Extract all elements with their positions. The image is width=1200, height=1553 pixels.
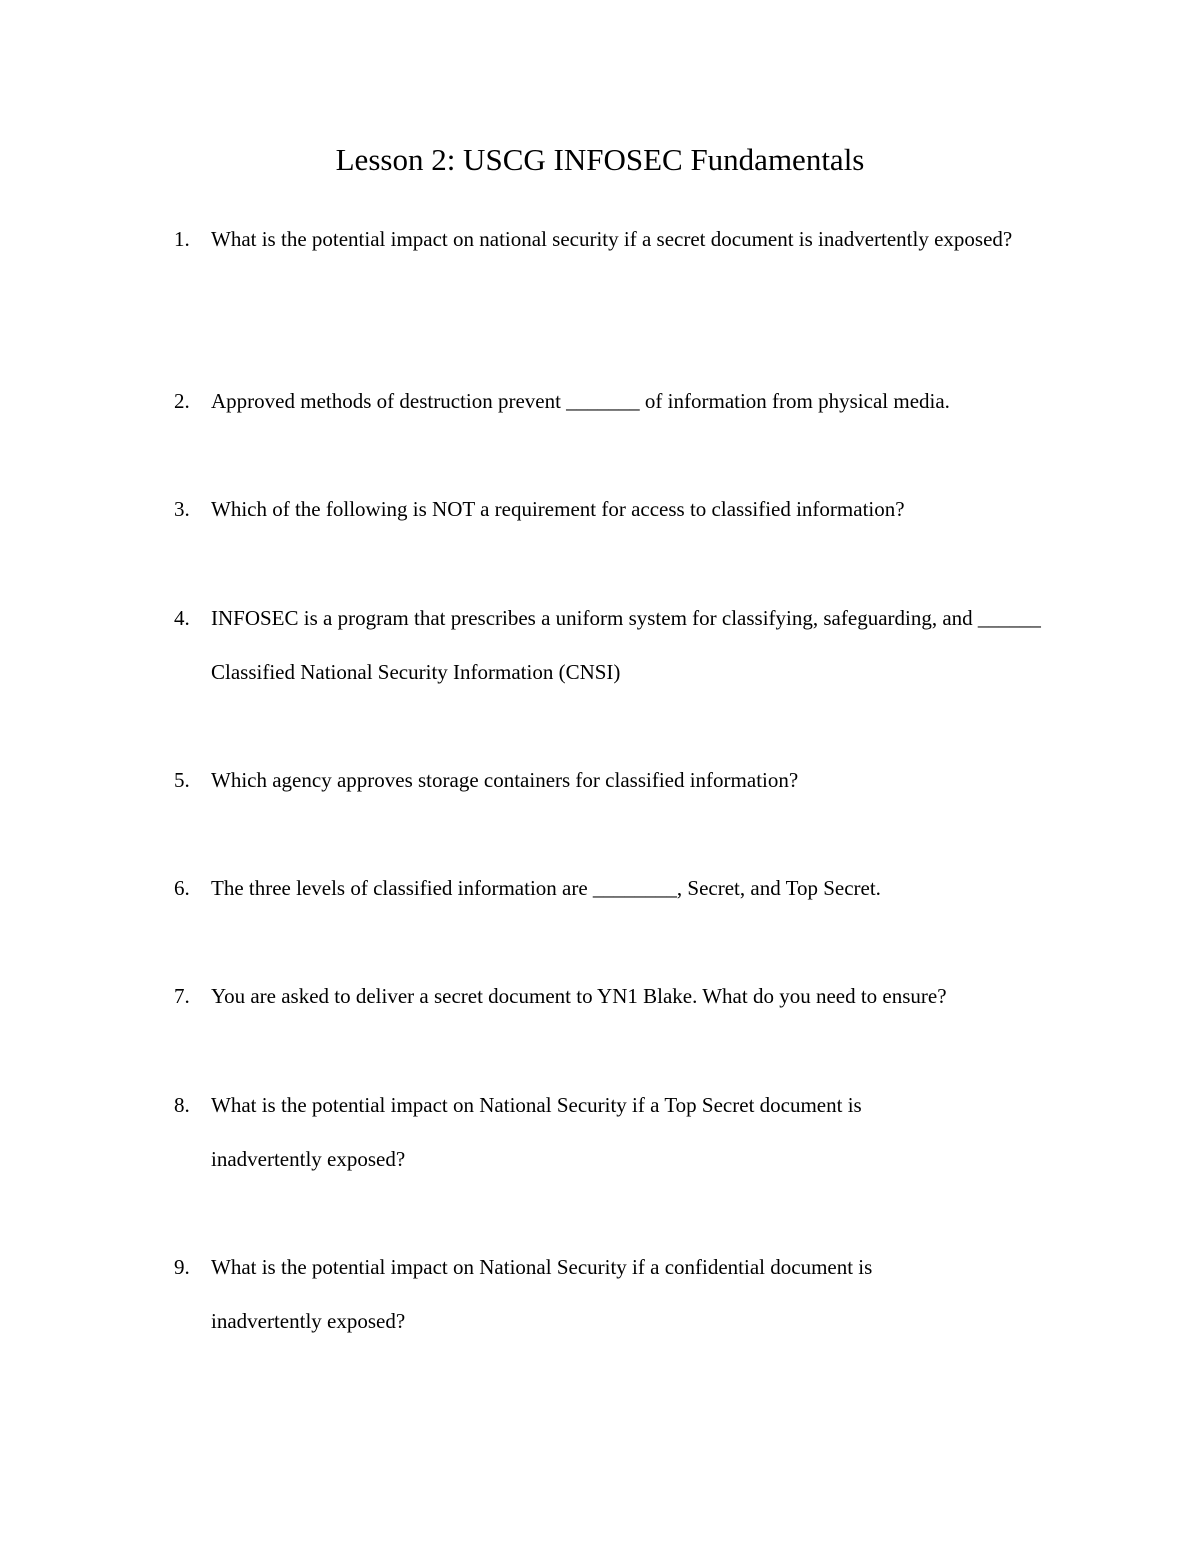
question-text: INFOSEC is a program that prescribes a uniform system for classifying, safeguarding, and ______ Classified National Security Information (CNSI)	[211, 606, 1041, 684]
question-number: 9.	[174, 1255, 190, 1279]
question-number: 3.	[174, 497, 190, 521]
question-number: 6.	[174, 876, 190, 900]
question-number: 5.	[174, 768, 190, 792]
question-text: What is the potential impact on National Security if a Top Secret document is inadvertently exposed?	[211, 1093, 862, 1171]
question-text: Which agency approves storage containers for classified information?	[211, 768, 799, 792]
question-number: 1.	[174, 227, 190, 251]
question-text: You are asked to deliver a secret document to YN1 Blake. What do you need to ensure?	[211, 984, 947, 1008]
question-text: The three levels of classified information are ________, Secret, and Top Secret.	[211, 876, 881, 900]
question-number: 2.	[174, 389, 190, 413]
question-number: 4.	[174, 606, 190, 630]
question-text: What is the potential impact on national security if a secret document is inadvertently exposed?	[211, 227, 1013, 251]
question-text: What is the potential impact on National Security if a confidential document is inadvertently exposed?	[211, 1255, 873, 1333]
document-title: Lesson 2: USCG INFOSEC Fundamentals	[335, 142, 865, 177]
question-text: Which of the following is NOT a requirement for access to classified information?	[211, 497, 905, 521]
question-number: 7.	[174, 984, 190, 1008]
question-number: 8.	[174, 1093, 190, 1117]
question-text: Approved methods of destruction prevent _______ of information from physical media.	[211, 389, 950, 413]
